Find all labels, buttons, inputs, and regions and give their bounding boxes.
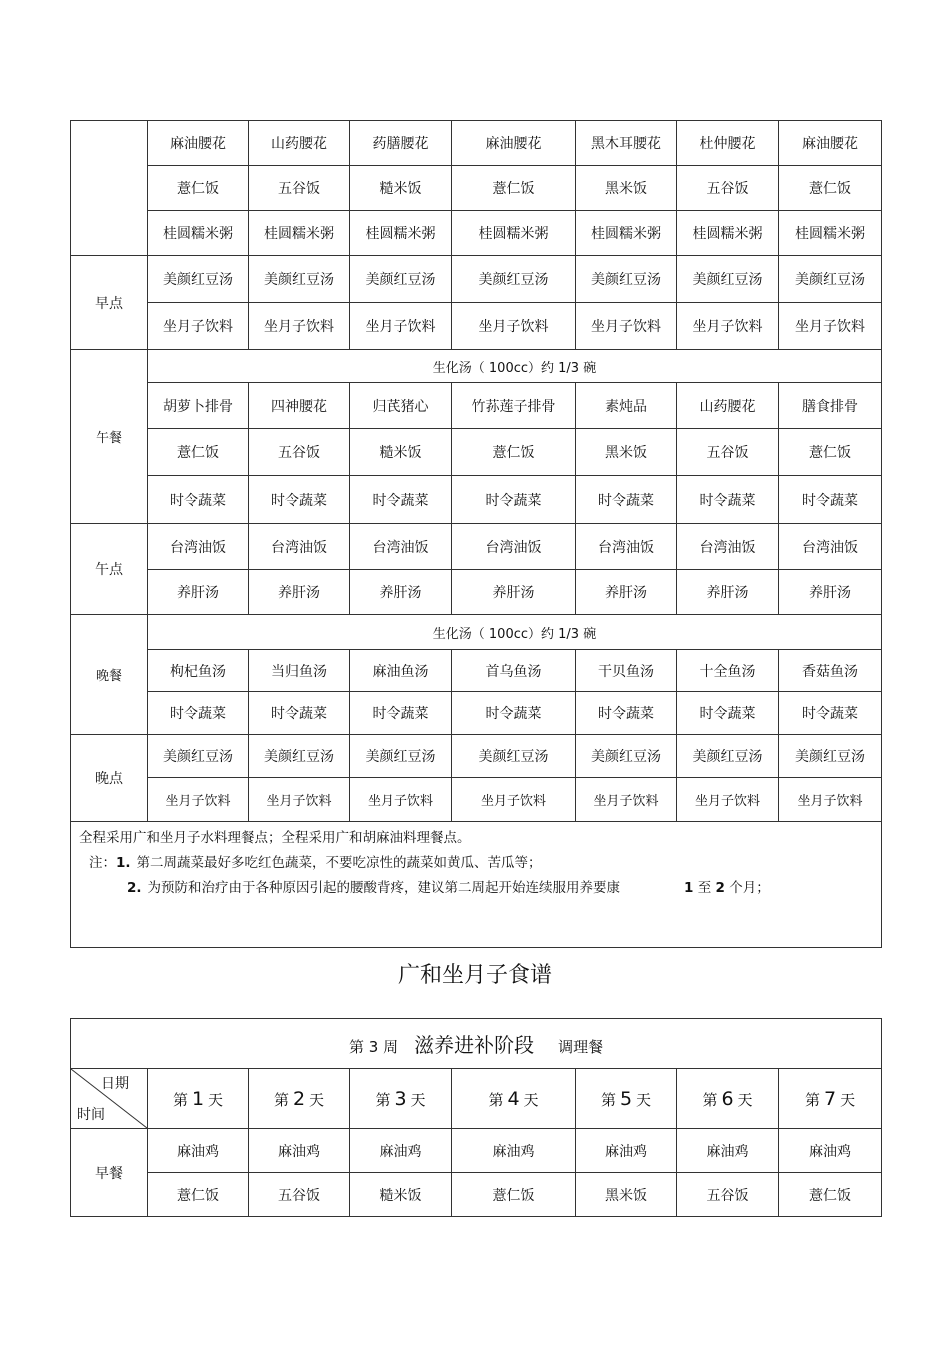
meal-label-wucan: 午餐 bbox=[71, 350, 148, 524]
menu-cell: 美颜红豆汤 bbox=[576, 256, 677, 303]
menu-cell: 麻油鸡 bbox=[677, 1129, 779, 1173]
menu-cell: 归芪猪心 bbox=[350, 383, 452, 429]
note-num-one: 1 bbox=[684, 880, 694, 896]
menu-cell: 时令蔬菜 bbox=[249, 476, 350, 524]
menu-cell: 时令蔬菜 bbox=[350, 476, 452, 524]
menu-cell: 时令蔬菜 bbox=[576, 692, 677, 735]
menu-cell: 山药腰花 bbox=[677, 383, 779, 429]
meal-label-wancan: 晚餐 bbox=[71, 615, 148, 735]
menu-cell: 坐月子饮料 bbox=[249, 778, 350, 822]
menu-cell: 麻油鸡 bbox=[779, 1129, 882, 1173]
menu-cell: 养肝汤 bbox=[350, 570, 452, 615]
table-row bbox=[71, 615, 882, 650]
menu-cell: 时令蔬菜 bbox=[249, 692, 350, 735]
table-row bbox=[71, 692, 882, 735]
menu-cell: 当归鱼汤 bbox=[249, 650, 350, 692]
menu-cell: 五谷饭 bbox=[677, 166, 779, 211]
menu-cell: 台湾油饭 bbox=[350, 524, 452, 570]
menu-cell: 麻油鱼汤 bbox=[350, 650, 452, 692]
day-header: 第 5 天 bbox=[576, 1069, 677, 1129]
menu-cell: 桂圆糯米粥 bbox=[249, 211, 350, 256]
table-row bbox=[71, 735, 882, 778]
menu-cell: 素炖品 bbox=[576, 383, 677, 429]
corner-header bbox=[71, 1069, 148, 1129]
menu-cell: 坐月子饮料 bbox=[350, 778, 452, 822]
menu-cell: 台湾油饭 bbox=[249, 524, 350, 570]
week-stage: 滋养进补阶段 bbox=[414, 1033, 535, 1057]
table-row bbox=[71, 1019, 882, 1069]
menu-cell: 台湾油饭 bbox=[677, 524, 779, 570]
meal-label-wudian: 午点 bbox=[71, 524, 148, 615]
menu-cell: 膳食排骨 bbox=[779, 383, 882, 429]
menu-cell: 坐月子饮料 bbox=[779, 778, 882, 822]
page-title: 广和坐月子食谱 bbox=[397, 963, 552, 988]
menu-cell: 五谷饭 bbox=[677, 1173, 779, 1217]
table-row bbox=[71, 1069, 882, 1129]
menu-cell: 麻油鸡 bbox=[350, 1129, 452, 1173]
menu-cell: 养肝汤 bbox=[249, 570, 350, 615]
menu-cell: 十全鱼汤 bbox=[677, 650, 779, 692]
menu-cell: 黑米饭 bbox=[576, 1173, 677, 1217]
menu-cell: 美颜红豆汤 bbox=[779, 256, 882, 303]
menu-cell: 首乌鱼汤 bbox=[452, 650, 576, 692]
week-header bbox=[71, 1019, 882, 1069]
menu-cell: 桂圆糯米粥 bbox=[148, 211, 249, 256]
menu-table-week2 bbox=[70, 120, 882, 948]
table-row bbox=[71, 570, 882, 615]
menu-cell: 竹荪莲子排骨 bbox=[452, 383, 576, 429]
note-num-two: 2 bbox=[715, 880, 725, 896]
menu-cell: 糙米饭 bbox=[350, 1173, 452, 1217]
day-header: 第 4 天 bbox=[452, 1069, 576, 1129]
table-row bbox=[71, 121, 882, 166]
menu-cell: 时令蔬菜 bbox=[779, 692, 882, 735]
menu-cell: 麻油腰花 bbox=[452, 121, 576, 166]
corner-date-label: 日期 bbox=[101, 1076, 129, 1092]
menu-cell: 坐月子饮料 bbox=[452, 303, 576, 350]
menu-cell: 黑木耳腰花 bbox=[576, 121, 677, 166]
menu-cell: 时令蔬菜 bbox=[452, 692, 576, 735]
table-row bbox=[71, 383, 882, 429]
note-tail: 个月； bbox=[729, 880, 770, 896]
note-text-2: 为预防和治疗由于各种原因引起的腰酸背疼，建议第二周起开始连续服用养要康 bbox=[147, 880, 621, 896]
menu-cell: 时令蔬菜 bbox=[677, 476, 779, 524]
menu-cell: 坐月子饮料 bbox=[148, 778, 249, 822]
menu-cell: 美颜红豆汤 bbox=[350, 735, 452, 778]
menu-cell: 时令蔬菜 bbox=[148, 692, 249, 735]
menu-cell: 美颜红豆汤 bbox=[249, 256, 350, 303]
menu-cell: 时令蔬菜 bbox=[350, 692, 452, 735]
menu-cell: 薏仁饭 bbox=[779, 429, 882, 476]
menu-cell: 坐月子饮料 bbox=[779, 303, 882, 350]
menu-cell: 坐月子饮料 bbox=[677, 303, 779, 350]
menu-cell: 坐月子饮料 bbox=[350, 303, 452, 350]
meal-label-wandian: 晚点 bbox=[71, 735, 148, 822]
meal-label-zaocan: 早餐 bbox=[71, 1129, 148, 1217]
menu-cell: 美颜红豆汤 bbox=[148, 735, 249, 778]
day-header: 第 6 天 bbox=[677, 1069, 779, 1129]
menu-cell: 桂圆糯米粥 bbox=[677, 211, 779, 256]
notes-cell bbox=[71, 822, 882, 948]
menu-cell: 坐月子饮料 bbox=[576, 303, 677, 350]
table-row bbox=[71, 211, 882, 256]
menu-cell: 山药腰花 bbox=[249, 121, 350, 166]
menu-cell: 麻油腰花 bbox=[779, 121, 882, 166]
menu-cell: 干贝鱼汤 bbox=[576, 650, 677, 692]
menu-cell: 薏仁饭 bbox=[148, 166, 249, 211]
menu-cell: 香菇鱼汤 bbox=[779, 650, 882, 692]
week-number: 第 3 周 bbox=[349, 1038, 399, 1056]
menu-cell: 养肝汤 bbox=[452, 570, 576, 615]
menu-cell: 养肝汤 bbox=[677, 570, 779, 615]
note-line-1: 全程采用广和坐月子水料理餐点；全程采用广和胡麻油料理餐点。 bbox=[79, 830, 471, 846]
menu-cell: 五谷饭 bbox=[677, 429, 779, 476]
menu-cell: 美颜红豆汤 bbox=[350, 256, 452, 303]
note-text-1: 第二周蔬菜最好多吃红色蔬菜，不要吃凉性的蔬菜如黄瓜、苦瓜等； bbox=[136, 855, 542, 871]
menu-cell: 四神腰花 bbox=[249, 383, 350, 429]
menu-cell: 美颜红豆汤 bbox=[677, 256, 779, 303]
menu-cell: 桂圆糯米粥 bbox=[350, 211, 452, 256]
table-row bbox=[71, 350, 882, 383]
table-row bbox=[71, 166, 882, 211]
note-zhi: 至 bbox=[697, 880, 712, 896]
menu-cell: 美颜红豆汤 bbox=[576, 735, 677, 778]
menu-cell: 养肝汤 bbox=[576, 570, 677, 615]
menu-cell: 糙米饭 bbox=[350, 166, 452, 211]
menu-cell: 薏仁饭 bbox=[779, 166, 882, 211]
menu-cell: 坐月子饮料 bbox=[576, 778, 677, 822]
menu-cell: 台湾油饭 bbox=[148, 524, 249, 570]
meal-label-empty bbox=[71, 121, 148, 256]
table-row bbox=[71, 429, 882, 476]
menu-cell: 胡萝卜排骨 bbox=[148, 383, 249, 429]
menu-cell: 台湾油饭 bbox=[452, 524, 576, 570]
menu-cell: 五谷饭 bbox=[249, 166, 350, 211]
menu-cell: 麻油鸡 bbox=[249, 1129, 350, 1173]
day-header: 第 2 天 bbox=[249, 1069, 350, 1129]
menu-cell: 美颜红豆汤 bbox=[249, 735, 350, 778]
table-row bbox=[71, 1129, 882, 1173]
note-line-2 bbox=[79, 851, 875, 876]
note-prefix: 注： bbox=[89, 855, 116, 871]
menu-cell: 养肝汤 bbox=[148, 570, 249, 615]
table-row bbox=[71, 303, 882, 350]
menu-cell: 坐月子饮料 bbox=[249, 303, 350, 350]
menu-cell: 坐月子饮料 bbox=[148, 303, 249, 350]
menu-cell: 五谷饭 bbox=[249, 1173, 350, 1217]
menu-cell: 枸杞鱼汤 bbox=[148, 650, 249, 692]
menu-cell: 台湾油饭 bbox=[576, 524, 677, 570]
menu-cell: 薏仁饭 bbox=[452, 1173, 576, 1217]
day-header: 第 1 天 bbox=[148, 1069, 249, 1129]
menu-cell: 麻油鸡 bbox=[576, 1129, 677, 1173]
menu-cell: 桂圆糯米粥 bbox=[452, 211, 576, 256]
menu-cell: 麻油腰花 bbox=[148, 121, 249, 166]
menu-cell: 美颜红豆汤 bbox=[452, 256, 576, 303]
menu-cell: 五谷饭 bbox=[249, 429, 350, 476]
soup-note: 生化汤（ 100cc）约 1/3 碗 bbox=[148, 615, 882, 650]
menu-table-week3 bbox=[70, 1018, 882, 1217]
table-row bbox=[71, 524, 882, 570]
menu-cell: 台湾油饭 bbox=[779, 524, 882, 570]
menu-cell: 薏仁饭 bbox=[452, 166, 576, 211]
note-num-2: 2. bbox=[127, 880, 142, 896]
menu-cell: 黑米饭 bbox=[576, 429, 677, 476]
menu-cell: 桂圆糯米粥 bbox=[576, 211, 677, 256]
table-row bbox=[71, 650, 882, 692]
menu-cell: 麻油鸡 bbox=[148, 1129, 249, 1173]
note-num-1: 1. bbox=[116, 855, 131, 871]
menu-cell: 美颜红豆汤 bbox=[677, 735, 779, 778]
menu-cell: 薏仁饭 bbox=[148, 429, 249, 476]
menu-cell: 药膳腰花 bbox=[350, 121, 452, 166]
note-line-3 bbox=[79, 876, 875, 901]
menu-cell: 薏仁饭 bbox=[452, 429, 576, 476]
day-header: 第 7 天 bbox=[779, 1069, 882, 1129]
table-row bbox=[71, 778, 882, 822]
table-row bbox=[71, 476, 882, 524]
soup-note: 生化汤（ 100cc）约 1/3 碗 bbox=[148, 350, 882, 383]
menu-cell: 养肝汤 bbox=[779, 570, 882, 615]
corner-time-label: 时间 bbox=[77, 1107, 105, 1123]
menu-cell: 美颜红豆汤 bbox=[148, 256, 249, 303]
menu-cell: 美颜红豆汤 bbox=[779, 735, 882, 778]
menu-cell: 时令蔬菜 bbox=[779, 476, 882, 524]
menu-cell: 黑米饭 bbox=[576, 166, 677, 211]
menu-cell: 薏仁饭 bbox=[148, 1173, 249, 1217]
week-type: 调理餐 bbox=[558, 1038, 604, 1056]
menu-cell: 麻油鸡 bbox=[452, 1129, 576, 1173]
menu-cell: 坐月子饮料 bbox=[677, 778, 779, 822]
table-row bbox=[71, 1173, 882, 1217]
menu-cell: 坐月子饮料 bbox=[452, 778, 576, 822]
day-header: 第 3 天 bbox=[350, 1069, 452, 1129]
meal-label-zaodian: 早点 bbox=[71, 256, 148, 350]
menu-cell: 杜仲腰花 bbox=[677, 121, 779, 166]
menu-cell: 桂圆糯米粥 bbox=[779, 211, 882, 256]
menu-cell: 时令蔬菜 bbox=[148, 476, 249, 524]
menu-cell: 时令蔬菜 bbox=[452, 476, 576, 524]
menu-cell: 时令蔬菜 bbox=[576, 476, 677, 524]
menu-cell: 糙米饭 bbox=[350, 429, 452, 476]
menu-cell: 美颜红豆汤 bbox=[452, 735, 576, 778]
menu-cell: 时令蔬菜 bbox=[677, 692, 779, 735]
table-row bbox=[71, 256, 882, 303]
notes-row bbox=[71, 822, 882, 948]
menu-cell: 薏仁饭 bbox=[779, 1173, 882, 1217]
